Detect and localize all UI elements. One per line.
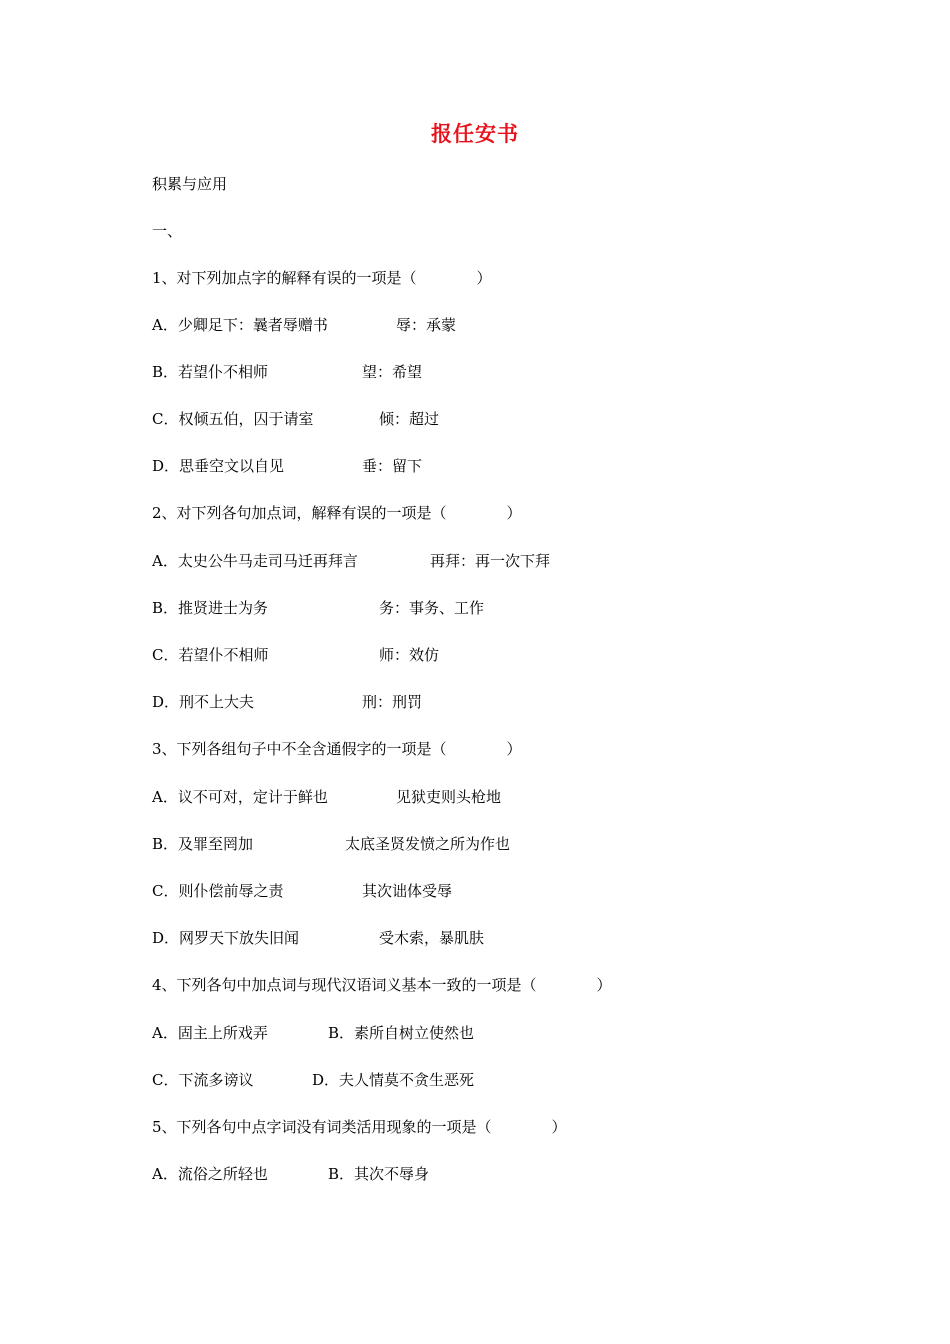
option-sentence: 见狱吏则头枪地 — [396, 788, 502, 806]
option-b: B．素所自树立使然也 — [328, 1024, 475, 1042]
question-3-option-a — [152, 785, 852, 809]
option-sentence: 太底圣贤发愤之所为作也 — [345, 835, 511, 853]
option-text: B．及罪至罔加 — [152, 835, 254, 853]
option-sentence: 受木索，暴肌肤 — [379, 929, 485, 947]
question-2-option-c — [152, 643, 852, 667]
part-number: 一、 — [152, 222, 183, 240]
option-text: D．刑不上大夫 — [152, 693, 255, 711]
option-text: C．若望仆不相师 — [152, 646, 269, 664]
question-3-stem: 3、下列各组句子中不全含通假字的一项是（ ） — [152, 740, 522, 758]
option-text: A．议不可对，定计于鲜也 — [152, 788, 328, 806]
option-gloss: 倾：超过 — [379, 410, 440, 428]
question-5-options-row-1 — [152, 1162, 852, 1186]
question-1-option-d — [152, 454, 852, 478]
question-5-stem: 5、下列各句中点字词没有词类活用现象的一项是（ ） — [152, 1118, 567, 1136]
option-gloss: 师：效仿 — [379, 646, 440, 664]
option-d: D．夫人情莫不贪生恶死 — [312, 1071, 475, 1089]
option-text: A．少卿足下：曩者辱赠书 — [152, 316, 328, 334]
question-1-option-a — [152, 313, 852, 337]
question-4-options-row-2 — [152, 1068, 852, 1092]
page-title: 报任安书 — [431, 122, 519, 146]
option-sentence: 其次诎体受辱 — [362, 882, 453, 900]
option-a: A．固主上所戏弄 — [152, 1024, 268, 1042]
option-c: C．下流多谤议 — [152, 1071, 254, 1089]
option-gloss: 再拜：再一次下拜 — [430, 552, 551, 570]
question-3-option-d — [152, 926, 852, 950]
option-gloss: 务：事务、工作 — [379, 599, 485, 617]
question-1-stem: 1、对下列加点字的解释有误的一项是（ ） — [152, 269, 492, 287]
option-text: C．则仆偿前辱之责 — [152, 882, 284, 900]
option-text: D．思垂空文以自见 — [152, 457, 285, 475]
option-b: B．其次不辱身 — [328, 1165, 430, 1183]
option-text: B．若望仆不相师 — [152, 363, 269, 381]
question-3-option-b — [152, 832, 852, 856]
section-heading: 积累与应用 — [152, 175, 228, 193]
option-text: C．权倾五伯，囚于请室 — [152, 410, 314, 428]
question-2-option-b — [152, 596, 852, 620]
option-gloss: 刑：刑罚 — [362, 693, 423, 711]
question-4-options-row-1 — [152, 1021, 852, 1045]
option-a: A．流俗之所轻也 — [152, 1165, 268, 1183]
question-1-option-b — [152, 360, 852, 384]
question-2-stem: 2、对下列各句加点词，解释有误的一项是（ ） — [152, 504, 522, 522]
option-text: B．推贤进士为务 — [152, 599, 269, 617]
question-2-option-a — [152, 549, 852, 573]
question-2-option-d — [152, 690, 852, 714]
question-4-stem: 4、下列各句中加点词与现代汉语词义基本一致的一项是（ ） — [152, 976, 612, 994]
option-gloss: 望：希望 — [362, 363, 423, 381]
option-text: A．太史公牛马走司马迁再拜言 — [152, 552, 358, 570]
question-3-option-c — [152, 879, 852, 903]
option-text: D．网罗天下放失旧闻 — [152, 929, 300, 947]
option-gloss: 垂：留下 — [362, 457, 423, 475]
question-1-option-c — [152, 407, 852, 431]
option-gloss: 辱：承蒙 — [396, 316, 457, 334]
